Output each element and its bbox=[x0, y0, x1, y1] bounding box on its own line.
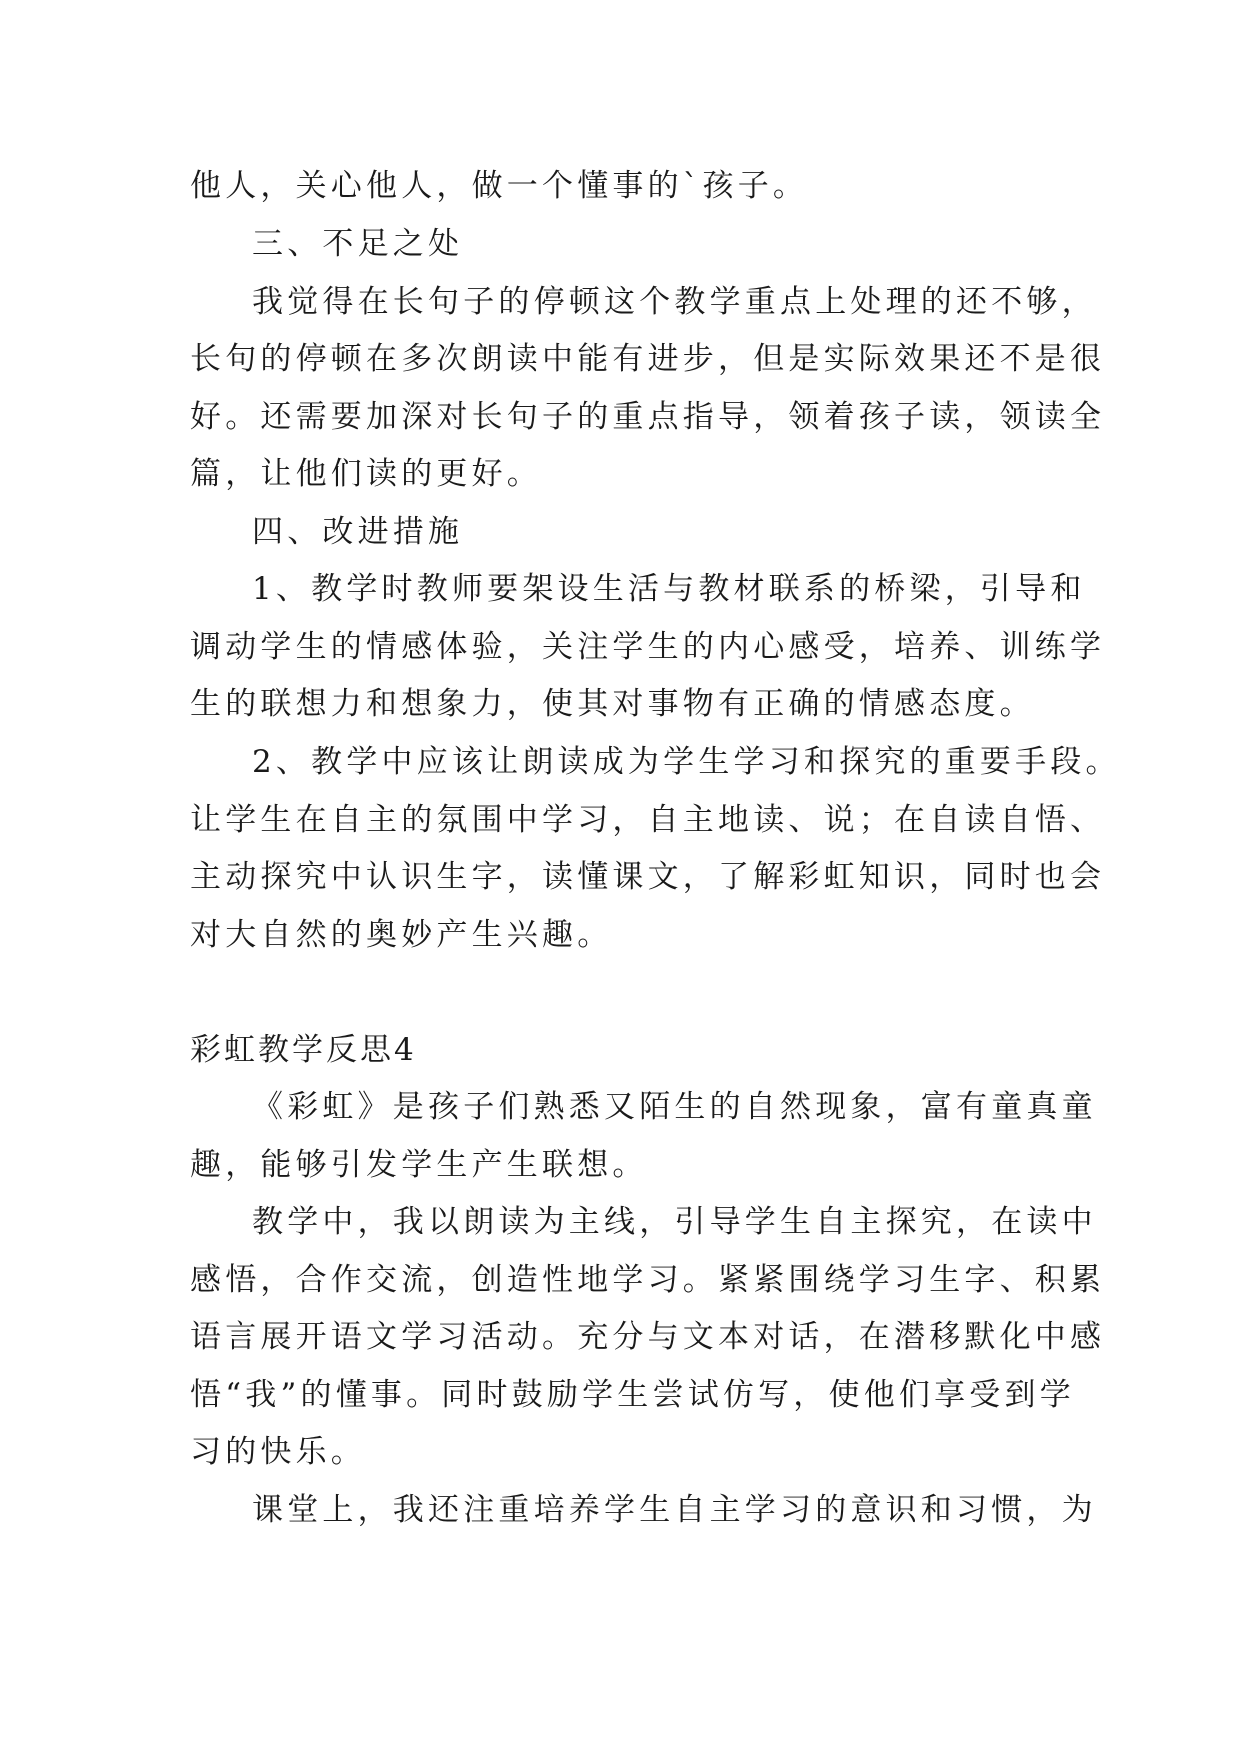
section-heading-shortcomings: 三、不足之处 bbox=[252, 226, 464, 262]
paragraph-line: 语言展开语文学习活动。充分与文本对话，在潜移默化中感 bbox=[190, 1319, 1106, 1355]
paragraph-line: 对大自然的奥妙产生兴趣。 bbox=[190, 917, 613, 953]
paragraph-line: 《彩虹》是孩子们熟悉又陌生的自然现象，富有童真童 bbox=[252, 1089, 1097, 1125]
section-title: 彩虹教学反思4 bbox=[190, 1032, 417, 1068]
paragraph-line: 长句的停顿在多次朗读中能有进步，但是实际效果还不是很 bbox=[190, 341, 1106, 377]
paragraph-line: 教学中，我以朗读为主线，引导学生自主探究，在读中 bbox=[252, 1204, 1097, 1240]
paragraph-line: 让学生在自主的氛围中学习，自主地读、说；在自读自悟、 bbox=[190, 802, 1106, 838]
paragraph-line: 我觉得在长句子的停顿这个教学重点上处理的还不够， bbox=[252, 284, 1097, 320]
paragraph-line: 调动学生的情感体验，关注学生的内心感受，培养、训练学 bbox=[190, 629, 1106, 665]
paragraph-line: 好。还需要加深对长句子的重点指导，领着孩子读，领读全 bbox=[190, 399, 1106, 435]
paragraph-line: 趣，能够引发学生产生联想。 bbox=[190, 1147, 648, 1183]
paragraph-line: 篇，让他们读的更好。 bbox=[190, 456, 542, 492]
paragraph-line: 感悟，合作交流，创造性地学习。紧紧围绕学习生字、积累 bbox=[190, 1262, 1106, 1298]
section-heading-improvements: 四、改进措施 bbox=[252, 514, 464, 550]
paragraph-line: 习的快乐。 bbox=[190, 1434, 366, 1470]
paragraph-line: 他人，关心他人，做一个懂事的`孩子。 bbox=[190, 168, 809, 204]
paragraph-line: 2、教学中应该让朗读成为学生学习和探究的重要手段。 bbox=[252, 744, 1121, 780]
paragraph-line: 悟“我”的懂事。同时鼓励学生尝试仿写，使他们享受到学 bbox=[190, 1377, 1075, 1413]
paragraph-line: 课堂上，我还注重培养学生自主学习的意识和习惯，为 bbox=[252, 1492, 1097, 1528]
paragraph-line: 主动探究中认识生字，读懂课文，了解彩虹知识，同时也会 bbox=[190, 859, 1106, 895]
paragraph-line: 1、教学时教师要架设生活与教材联系的桥梁，引导和 bbox=[252, 571, 1086, 607]
paragraph-line: 生的联想力和想象力，使其对事物有正确的情感态度。 bbox=[190, 686, 1035, 722]
